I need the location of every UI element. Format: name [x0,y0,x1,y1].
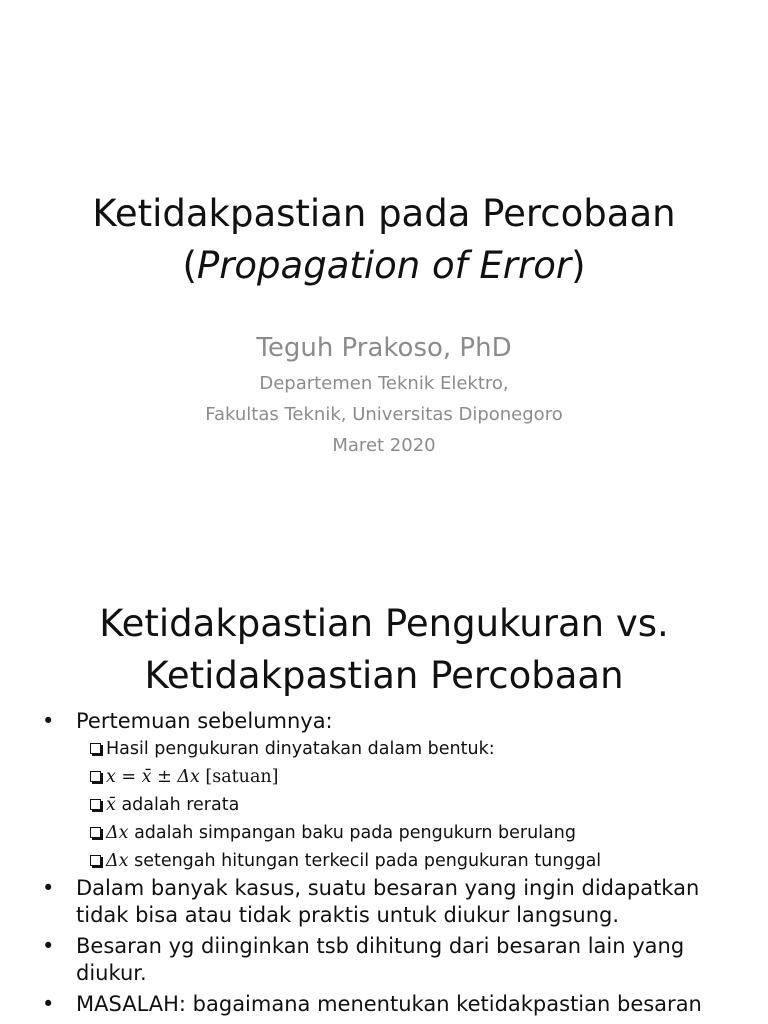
checkbox-bullet-icon [90,771,101,782]
sub-item-text: Hasil pengukuran dinyatakan dalam bentuk: [106,739,495,759]
checkbox-bullet-icon [90,855,101,866]
content-slide [0,576,768,1024]
presentation-title [0,188,768,292]
sub-item [0,763,768,791]
sub-item-text: setengah hitungan terkecil pada pengukuran tunggal [128,851,602,871]
slide-title [0,598,768,702]
bullet-dot-icon: • [42,876,55,900]
title-open-paren: ( [182,244,197,287]
bullet-item [0,991,768,1018]
title-line-1: Ketidakpastian pada Percobaan [92,192,676,235]
bullet-list [0,708,768,1018]
bullet-text: MASALAH: bagaimana menentukan ketidakpastian besaran [76,992,702,1016]
slide-title-line-1: Ketidakpastian Pengukuran vs. [99,602,669,645]
sub-item-text: adalah rerata [115,795,240,815]
sub-item-text: adalah simpangan baku pada pengukurn berulang [128,823,576,843]
date-text: Maret 2020 [332,435,436,456]
department-text: Departemen Teknik Elektro, [259,373,509,394]
formula-unit: [satuan] [205,767,279,787]
bullet-text: Dalam banyak kasus, suatu besaran yang ingin didapatkan tidak bisa atau tidak praktis untuk diukur langsung. [76,876,700,927]
author-name: Teguh Prakoso, PhD [256,333,512,363]
sub-item [0,847,768,875]
bullet-dot-icon: • [42,709,55,733]
faculty-text: Fakultas Teknik, Universitas Diponegoro [205,404,563,425]
sub-item [0,791,768,819]
title-italic-part: Propagation of Error [196,244,572,287]
sub-item [0,735,768,763]
sub-item [0,819,768,847]
bullet-dot-icon: • [42,934,55,958]
formula-symbol: Δx [106,823,129,843]
bullet-dot-icon: • [42,992,55,1016]
slide-title-line-2: Ketidakpastian Percobaan [144,654,624,697]
formula-symbol: Δx [106,851,129,871]
title-close-paren: ) [571,244,586,287]
bullet-item [0,708,768,735]
formula-symbol: x̄ [106,795,116,815]
formula: x = x̄ ± Δx [106,767,200,787]
title-line-2 [0,240,768,292]
checkbox-bullet-icon [90,799,101,810]
bullet-item [0,875,768,929]
checkbox-bullet-icon [90,743,101,754]
bullet-text: Besaran yg diinginkan tsb dihitung dari besaran lain yang diukur. [76,934,685,985]
checkbox-bullet-icon [90,827,101,838]
bullet-text: Pertemuan sebelumnya: [76,709,333,733]
bullet-item [0,933,768,987]
